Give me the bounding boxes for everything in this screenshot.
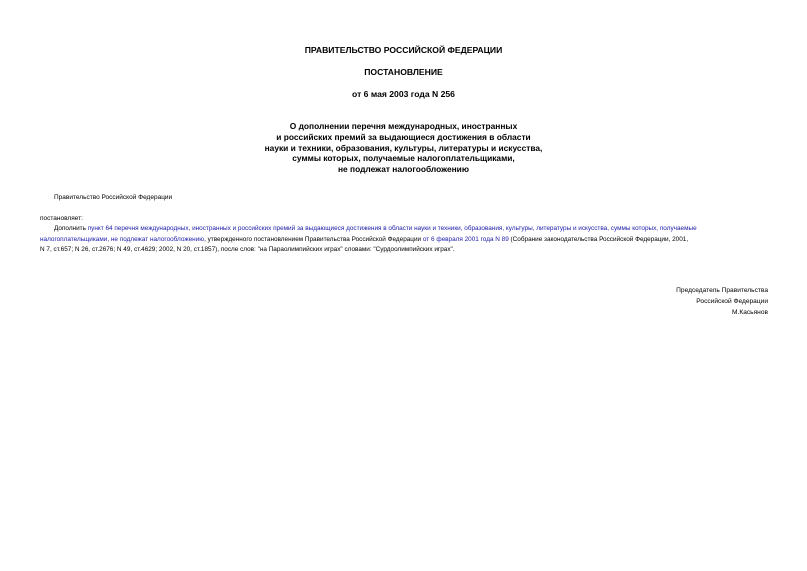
issuing-authority: ПРАВИТЕЛЬСТВО РОССИЙСКОЙ ФЕДЕРАЦИИ — [304, 45, 503, 55]
subject-line: науки и техники, образования, культуры, литературы и искусства, — [264, 142, 543, 153]
signer-name: М.Касьянов — [732, 309, 768, 317]
list-item-64-link[interactable]: пункт 64 перечня международных, иностранных и российских премий за выдающиеся достижения в области науки и техники, образования, культуры, литературы и искусства, суммы которых, получаемые — [87, 225, 697, 232]
signer-position: Российской Федерации — [696, 298, 768, 306]
paragraph-line — [40, 224, 768, 235]
signature-block — [676, 285, 768, 319]
subject-line: О дополнении перечня международных, иностранных — [289, 121, 518, 131]
paragraph-tail-text: (Собрание законодательства Российской Федерации, 2001, — [508, 235, 689, 243]
document-date-number: от 6 мая 2003 года N 256 — [352, 89, 455, 99]
paragraph-line — [40, 235, 768, 246]
decree-89-link[interactable]: от 6 февраля 2001 года N 89 — [422, 235, 509, 243]
subject-line: суммы которых, получаемые налогоплательщиками, — [292, 153, 515, 164]
subject-line: и российских премий за выдающиеся достижения в области — [276, 131, 531, 142]
document-subject — [0, 121, 807, 175]
paragraph-line: N 7, ст.657; N 26, ст.2676; N 49, ст.4629; 2002, N 20, ст.1857), после слов: "на Параолимпийских играх" словами: "Сурдоолимпийских играх". — [40, 246, 455, 254]
resolves-text: постановляет: — [40, 215, 83, 222]
paragraph-lead-text: Дополнить — [54, 225, 88, 232]
signer-position: Председатель Правительства — [676, 287, 768, 294]
subject-line: не подлежат налогообложению — [338, 164, 469, 175]
resolution-paragraph — [40, 224, 768, 256]
document-type: ПОСТАНОВЛЕНИЕ — [364, 67, 443, 77]
issuer-text: Правительство Российской Федерации — [54, 194, 173, 201]
list-title-link[interactable]: налогоплательщиками, не подлежат налогообложению — [40, 235, 205, 243]
paragraph-middle-text: , утвержденного постановлением Правительства Российской Федерации — [204, 235, 423, 243]
